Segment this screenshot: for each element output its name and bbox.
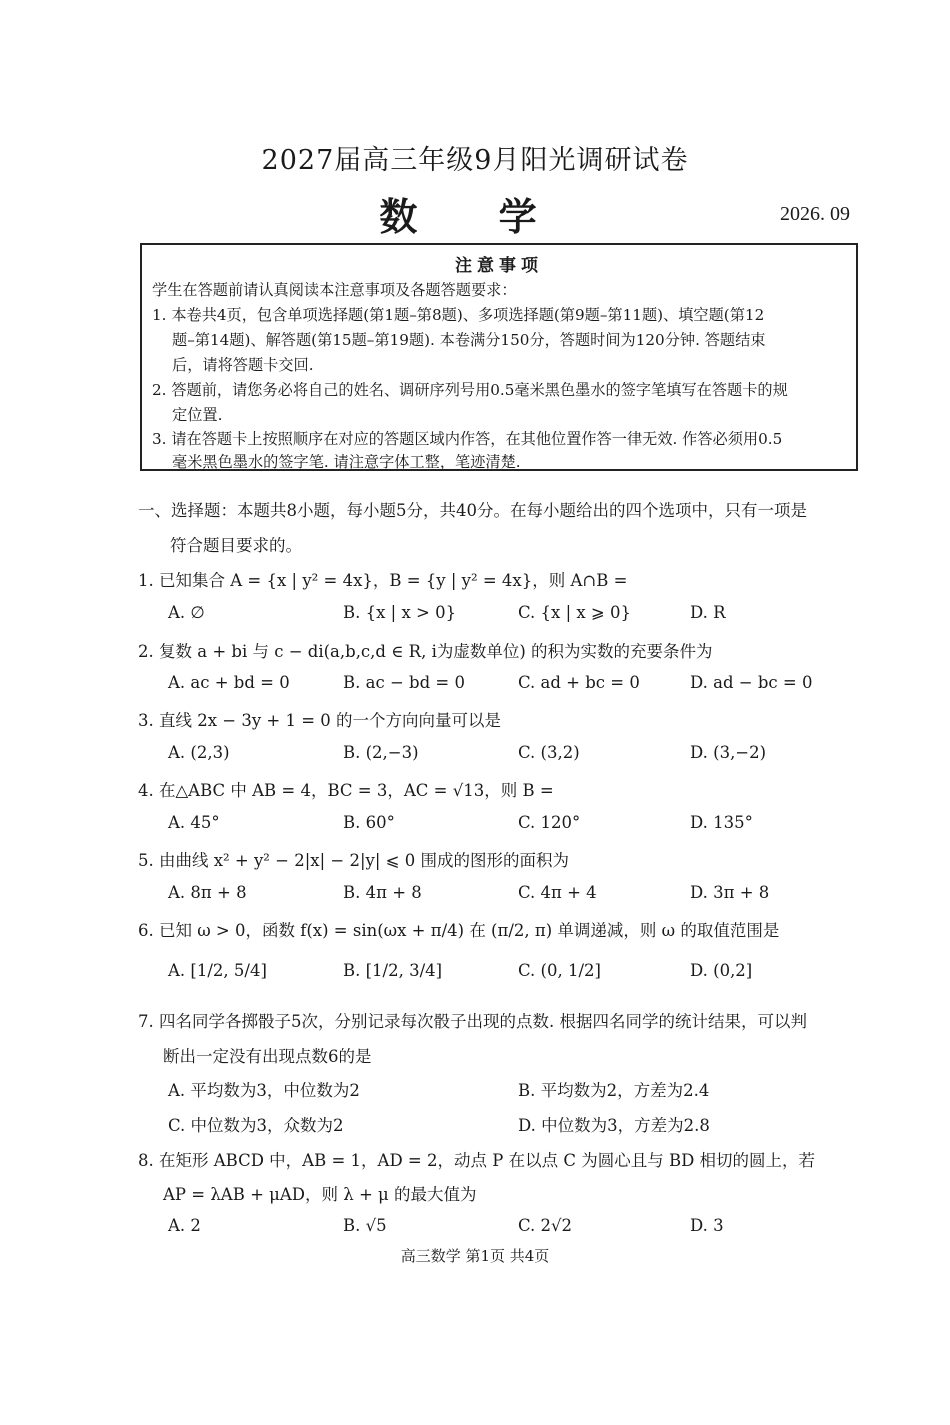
question-6-option-a: A. [1/2, 5/4]: [168, 961, 267, 980]
question-1-option-d: D. R: [690, 603, 726, 622]
question-5-stem: 5. 由曲线 x² + y² − 2|x| − 2|y| ⩽ 0 围成的图形的面积为: [138, 851, 569, 870]
question-8-option-d: D. 3: [690, 1216, 724, 1235]
question-2-option-b: B. ac − bd = 0: [343, 673, 465, 692]
question-5-option-b: B. 4π + 8: [343, 883, 422, 902]
notice-line: 学生在答题前请认真阅读本注意事项及各题答题要求：: [152, 281, 517, 299]
question-2-option-c: C. ad + bc = 0: [518, 673, 640, 692]
question-3-option-a: A. (2,3): [168, 743, 230, 762]
question-4-option-b: B. 60°: [343, 813, 395, 832]
question-7-stem-cont: 断出一定没有出现点数6的是: [163, 1047, 372, 1066]
question-8-option-a: A. 2: [168, 1216, 201, 1235]
question-5-option-a: A. 8π + 8: [168, 883, 247, 902]
question-3-stem: 3. 直线 2x − 3y + 1 = 0 的一个方向向量可以是: [138, 711, 502, 730]
question-7-option-a: A. 平均数为3，中位数为2: [168, 1081, 360, 1100]
page-title: 2027届高三年级9月阳光调研试卷: [261, 145, 689, 176]
question-4-option-a: A. 45°: [168, 813, 220, 832]
question-7-option-c: C. 中位数为3，众数为2: [168, 1116, 344, 1135]
question-8-option-c: C. 2√2: [518, 1216, 573, 1235]
question-1-option-b: B. {x | x > 0}: [343, 603, 457, 622]
exam-date: 2026. 09: [780, 203, 850, 225]
subject-title: 数 学: [379, 194, 571, 239]
question-5-option-d: D. 3π + 8: [690, 883, 770, 902]
question-2-option-a: A. ac + bd = 0: [168, 673, 290, 692]
question-1-option-c: C. {x | x ⩾ 0}: [518, 603, 631, 622]
question-2-option-d: D. ad − bc = 0: [690, 673, 813, 692]
question-4-stem: 4. 在△ABC 中 AB = 4，BC = 3，AC = √13，则 B =: [138, 781, 554, 800]
question-3-option-d: D. (3,−2): [690, 743, 767, 762]
question-6-option-d: D. (0,2]: [690, 961, 753, 980]
notice-line: 定位置.: [172, 406, 223, 424]
notice-line: 3. 请在答题卡上按照顺序在对应的答题区域内作答，在其他位置作答一律无效. 作答必须用0.5: [152, 430, 783, 448]
question-7-stem: 7. 四名同学各掷骰子5次，分别记录每次骰子出现的点数. 根据四名同学的统计结果，可以判: [138, 1012, 807, 1031]
question-2-stem: 2. 复数 a + bi 与 c − di(a,b,c,d ∈ R, i为虚数单位) 的积为实数的充要条件为: [138, 642, 713, 661]
section-heading: 一、选择题：本题共8小题，每小题5分，共40分。在每小题给出的四个选项中，只有一项是: [138, 501, 807, 520]
page-footer: 高三数学 第1页 共4页: [400, 1247, 550, 1265]
question-7-option-d: D. 中位数为3，方差为2.8: [518, 1116, 710, 1135]
question-6-option-c: C. (0, 1/2]: [518, 961, 601, 980]
question-1-option-a: A. ∅: [168, 603, 205, 622]
notice-line: 毫米黑色墨水的签字笔. 请注意字体工整，笔迹清楚.: [172, 453, 521, 471]
question-6-stem: 6. 已知 ω > 0，函数 f(x) = sin(ωx + π/4) 在 (π/2, π) 单调递减，则 ω 的取值范围是: [138, 921, 780, 940]
question-3-option-b: B. (2,−3): [343, 743, 419, 762]
question-7-option-b: B. 平均数为2，方差为2.4: [518, 1081, 710, 1100]
question-5-option-c: C. 4π + 4: [518, 883, 597, 902]
question-8-stem-cont: AP = λAB + μAD，则 λ + μ 的最大值为: [163, 1185, 477, 1204]
section-heading-cont: 符合题目要求的。: [170, 536, 302, 555]
question-8-stem: 8. 在矩形 ABCD 中，AB = 1，AD = 2，动点 P 在以点 C 为圆心且与 BD 相切的圆上，若: [138, 1151, 816, 1170]
question-8-option-b: B. √5: [343, 1216, 387, 1235]
notice-line: 题–第14题)、解答题(第15题–第19题). 本卷满分150分，答题时间为120分钟. 答题结束: [172, 331, 766, 349]
question-4-option-d: D. 135°: [690, 813, 753, 832]
question-4-option-c: C. 120°: [518, 813, 581, 832]
notice-line: 2. 答题前，请您务必将自己的姓名、调研序列号用0.5毫米黑色墨水的签字笔填写在答题卡的规: [152, 381, 788, 399]
question-1-stem: 1. 已知集合 A = {x | y² = 4x}，B = {y | y² = 4x}，则 A∩B =: [138, 571, 628, 590]
question-6-option-b: B. [1/2, 3/4]: [343, 961, 443, 980]
notice-line: 1. 本卷共4页，包含单项选择题(第1题–第8题)、多项选择题(第9题–第11题)、填空题(第12: [152, 306, 765, 324]
notice-box: [140, 243, 858, 471]
question-3-option-c: C. (3,2): [518, 743, 580, 762]
notice-line: 后，请将答题卡交回.: [172, 356, 314, 374]
notice-title: 注意事项: [455, 256, 543, 276]
